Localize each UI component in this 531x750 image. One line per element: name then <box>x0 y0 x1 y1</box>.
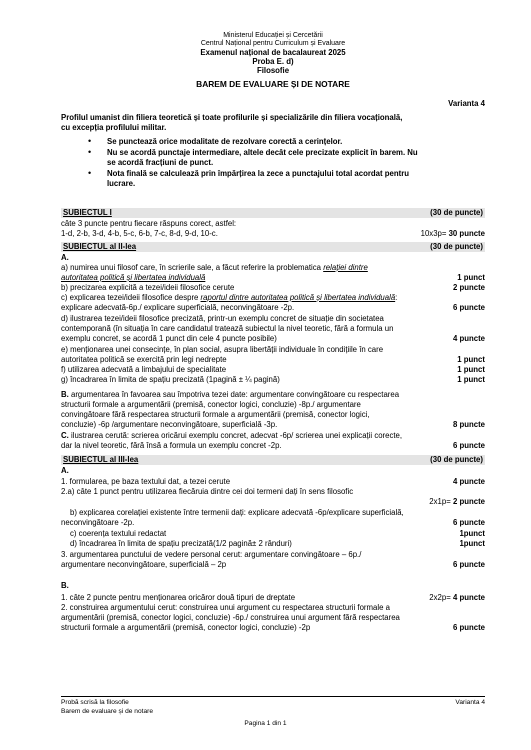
profile-line-1: Profilul umanist din filiera teoretică și toate profilurile și specializările din filiera vocațională, <box>61 113 403 122</box>
s3-line-5 <box>61 518 485 528</box>
s3-line-7 <box>70 539 485 549</box>
page-number: Pagina 1 din 1 <box>244 720 287 727</box>
s2-f-points: 1 punct <box>457 365 485 374</box>
s3-formula: 2x1p= <box>429 497 453 506</box>
s3-points: 4 puncte <box>452 593 485 602</box>
s2-part-b-line-2: structurii formale a argumentării (premisă, conector logici, concluzie) -8p./ argumentare <box>61 400 361 409</box>
s2-a-text: a) numirea unui filosof care, în scrierile sale, a făcut referire la problematica <box>61 263 324 272</box>
section-header-s2 <box>61 242 485 252</box>
s2-d-points: 4 puncte <box>452 334 485 343</box>
s2-e-points: 1 punct <box>457 355 485 364</box>
rule-3-cont: lucrare. <box>107 179 136 188</box>
section-header-s3 <box>61 455 485 465</box>
rule-1: Se punctează orice modalitate de rezolvare corectă a cerințelor. <box>107 137 343 146</box>
s2-part-a-label: A. <box>61 253 69 262</box>
s2-g-text: g) încadrarea în limita de spațiu precizată (1pagină ± ¼ pagină) <box>61 375 280 384</box>
s2-b-line <box>61 283 485 293</box>
s2-g-line <box>61 375 485 385</box>
section-title: SUBIECTUL al II-lea <box>63 242 137 251</box>
s3-text: neconvingătoare -2p. <box>61 518 135 527</box>
s1-answers: 1-d, 2-b, 3-d, 4-b, 5-c, 6-b, 7-c, 8-d, 9-d, 10-c. <box>61 229 218 238</box>
s3-formula: 2x2p= <box>429 593 453 602</box>
section-points: (30 de puncte) <box>430 455 483 464</box>
section-title: SUBIECTUL I <box>63 208 112 217</box>
s3-line-1 <box>61 477 485 487</box>
rule-3: Nota finală se calculează prin împărțirea la zece a punctajului total acordat pentru <box>107 169 410 178</box>
exam-proba: Proba E. d) <box>252 57 294 66</box>
s3-text: argumentare neconvingătoare, superficială – 2p <box>61 560 227 569</box>
s3-points: 6 puncte <box>452 518 485 527</box>
s2-part-b-text: argumentarea în favoarea sau împotriva tezei date: argumentare convingătoare cu respectarea <box>68 390 400 399</box>
s3-b-line-3: argumentării (premisă, conector logici, concluzie) -6p./ construirea unui argument fără respectarea <box>61 613 400 622</box>
s2-b-points: 2 puncte <box>452 283 485 292</box>
s2-a-line-2 <box>61 273 485 283</box>
variant-label: Varianta 4 <box>448 99 485 108</box>
s3-part-a-label: A. <box>61 466 69 475</box>
s2-part-b-line-3: convingătoare fără respectarea structurii formale a argumentării (premisă, conector logici, <box>61 410 370 419</box>
footer-divider <box>61 696 485 697</box>
s3-text: 1. câte 2 puncte pentru menționarea oricăror două tipuri de dreptate <box>61 593 296 602</box>
s2-a-points: 1 punct <box>457 273 485 282</box>
s2-c-line-1 <box>61 293 485 303</box>
s3-text: d) încadrarea în limita de spațiu precizată(1/2 pagină± 2 rânduri) <box>70 539 292 548</box>
s2-d-line-2: contemporană (în situația în care candidatul tratează subiectul la nivel teoretic, fără a formula un <box>61 324 394 333</box>
s2-part-b-label: B. <box>61 390 69 399</box>
s2-part-b-points: 8 puncte <box>452 420 485 429</box>
s3-line-4: b) explicarea corelației existente între termenii dați: explicare adecvată -6p/explicare superficială, <box>70 508 404 517</box>
section-title: SUBIECTUL al III-lea <box>63 455 139 464</box>
s2-f-text: f) utilizarea adecvată a limbajului de specialitate <box>61 365 227 374</box>
s3-points: 1punct <box>459 529 485 538</box>
exam-subject: Filosofie <box>256 66 290 75</box>
s2-a-emph: autoritatea politică și libertatea individuală <box>61 273 206 282</box>
s2-c-colon: : <box>395 293 398 302</box>
s2-e-line-2 <box>61 355 485 365</box>
s2-part-c-text: ilustrarea cerută: scrierea oricărui exemplu concret, adecvat -6p/ scrierea unei explicații corecte, <box>68 431 403 440</box>
s3-points: 6 puncte <box>452 560 485 569</box>
s3-line-9 <box>61 560 485 570</box>
rule-2-cont: se acordă fracțiuni de punct. <box>107 158 214 167</box>
s3-text: 1. formularea, pe baza textului dat, a tezei cerute <box>61 477 231 486</box>
s2-d-text: exemplu concret, se acordă 1 punct din cele 4 puncte posibile) <box>61 334 277 343</box>
s3-b-line-2: 2. construirea argumentului cerut: construirea unui argument cu respectarea structurii formale a <box>61 603 390 612</box>
s2-d-line-1: d) ilustrarea tezei/ideii filosofice precizată, printr-un exemplu concret de situație din societatea <box>61 314 384 323</box>
rule-2: Nu se acordă punctaje intermediare, altele decât cele precizate explicit în barem. Nu <box>107 148 418 157</box>
center-name: Centrul Național pentru Curriculum și Evaluare <box>200 40 346 47</box>
section-points: (30 de puncte) <box>430 242 483 251</box>
s3-b-line-4 <box>61 623 485 633</box>
s3-line-8: 3. argumentarea punctului de vedere personal cerut: argumentare convingătoare – 6p./ <box>61 550 362 559</box>
s2-e-text: autoritatea politică se exercită prin legi nedrepte <box>61 355 227 364</box>
profile-line-2: cu excepția profilului militar. <box>61 123 167 132</box>
s2-c-emph: raportul dintre autoritatea politică și libertatea individuală <box>200 293 396 302</box>
s2-d-line-3 <box>61 334 485 344</box>
s2-part-c-line-2 <box>61 441 485 451</box>
s2-part-c-label: C. <box>61 431 69 440</box>
s3-part-b-label: B. <box>61 581 69 590</box>
bullet-icon: • <box>88 136 92 146</box>
bullet-icon: • <box>88 147 92 157</box>
s3-text: c) coerența textului redactat <box>70 529 167 538</box>
s2-b-text: b) precizarea explicită a tezei/ideii filosofice cerute <box>61 283 235 292</box>
s2-part-c-text: dar la nivel teoretic, fără însă a formula un exemplu concret -2p. <box>61 441 282 450</box>
s2-a-emph: relației dintre <box>323 263 368 272</box>
s3-text: structurii formale a argumentării (premisă, conector logici, concluzie) -2p <box>61 623 311 632</box>
s2-part-c-line-1 <box>61 431 485 441</box>
footer-left-2: Barem de evaluare și de notare <box>61 708 154 715</box>
s2-c-line-2 <box>61 303 485 313</box>
s3-line-2: 2.a) câte 1 punct pentru utilizarea fiecăruia dintre cei doi termeni dați în sens filosofic <box>61 487 354 496</box>
s3-b-line-1 <box>61 593 485 603</box>
s2-c-points: 6 puncte <box>452 303 485 312</box>
section-header-s1 <box>61 208 485 218</box>
s1-total-formula: 10x3p= <box>420 229 449 238</box>
s2-part-b-text: concluzie) -6p /argumentare neconvingătoare, superficială -3p. <box>61 420 278 429</box>
footer-variant: Varianta 4 <box>455 699 485 706</box>
exam-title: Examenul național de bacalaureat 2025 <box>200 48 346 57</box>
document-title: BAREM DE EVALUARE ȘI DE NOTARE <box>196 79 350 89</box>
s3-points: 1punct <box>459 539 485 548</box>
s3-points: 6 puncte <box>452 623 485 632</box>
s2-g-points: 1 punct <box>457 375 485 384</box>
s3-points: 4 puncte <box>452 477 485 486</box>
bullet-icon: • <box>88 168 92 178</box>
s2-a-line-1 <box>61 263 485 273</box>
section-points: (30 de puncte) <box>430 208 483 217</box>
s2-e-line-1: e) menționarea unei consecințe, în plan social, asupra libertății individuale în condițiile în care <box>61 345 384 354</box>
s2-c-text: c) explicarea tezei/ideii filosofice despre <box>61 293 201 302</box>
s2-f-line <box>61 365 485 375</box>
s2-part-b-line-4 <box>61 420 485 430</box>
ministry-name: Ministerul Educației și Cercetării <box>223 32 323 39</box>
s3-line-6 <box>70 529 485 539</box>
s2-part-c-points: 6 puncte <box>452 441 485 450</box>
s2-c-criteria: explicare adecvată-6p./ explicare superficială, neconvingătoare -2p. <box>61 303 295 312</box>
s3-points: 2 puncte <box>452 497 485 506</box>
footer-left-1: Probă scrisă la filosofie <box>61 699 129 706</box>
s1-total-points: 30 puncte <box>448 229 485 238</box>
s2-part-b-line-1 <box>61 390 485 400</box>
s1-line-1: câte 3 puncte pentru fiecare răspuns corect, astfel: <box>61 219 237 228</box>
